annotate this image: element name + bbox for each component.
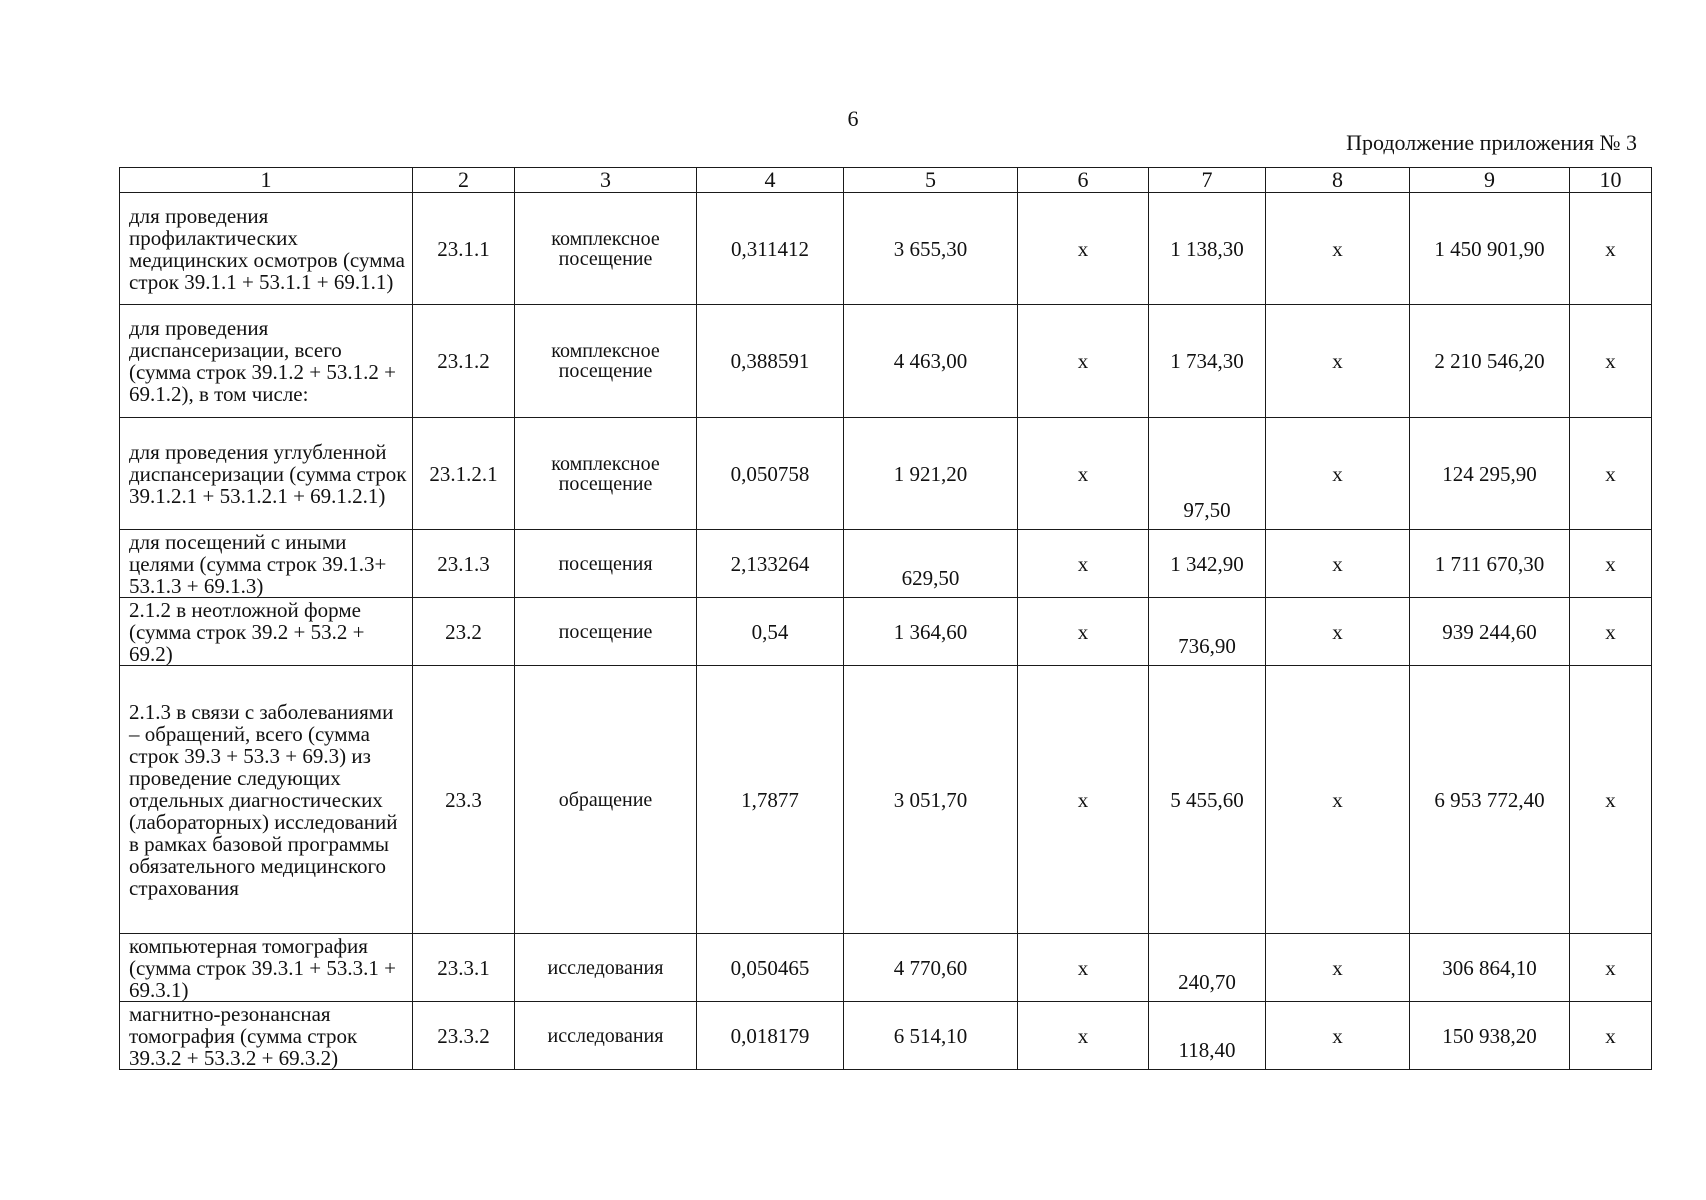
row-name: компьютерная томография (сумма строк 39.3.1 + 53.3.1 + 69.3.1) bbox=[120, 934, 413, 1002]
row-col10: х bbox=[1570, 305, 1652, 418]
row-col4: 2,133264 bbox=[697, 530, 844, 598]
row-name: магнитно-резонансная томография (сумма строк 39.3.2 + 53.3.2 + 69.3.2) bbox=[120, 1002, 413, 1070]
row-col5: 1 921,20 bbox=[844, 418, 1018, 530]
row-col5: 4 463,00 bbox=[844, 305, 1018, 418]
column-header-4: 4 bbox=[697, 168, 844, 193]
row-col10: х bbox=[1570, 934, 1652, 1002]
row-col6: х bbox=[1018, 666, 1149, 934]
row-name: для посещений с иными целями (сумма строк 39.1.3+ 53.1.3 + 69.1.3) bbox=[120, 530, 413, 598]
column-header-7: 7 bbox=[1149, 168, 1266, 193]
column-header-5: 5 bbox=[844, 168, 1018, 193]
row-col8: х bbox=[1266, 666, 1410, 934]
row-code: 23.2 bbox=[413, 598, 515, 666]
row-col8: х bbox=[1266, 598, 1410, 666]
row-col8: х bbox=[1266, 305, 1410, 418]
row-name: для проведения углубленной диспансеризации (сумма строк 39.1.2.1 + 53.1.2.1 + 69.1.2.1) bbox=[120, 418, 413, 530]
row-col4: 0,311412 bbox=[697, 193, 844, 305]
row-col4: 0,050465 bbox=[697, 934, 844, 1002]
row-col6: х bbox=[1018, 193, 1149, 305]
table-row bbox=[120, 530, 1652, 598]
row-col8: х bbox=[1266, 418, 1410, 530]
row-col6: х bbox=[1018, 598, 1149, 666]
row-col5: 4 770,60 bbox=[844, 934, 1018, 1002]
row-col9: 939 244,60 bbox=[1410, 598, 1570, 666]
row-name: для проведения профилактических медицинских осмотров (сумма строк 39.1.1 + 53.1.1 + 69.1.1) bbox=[120, 193, 413, 305]
row-code: 23.1.2 bbox=[413, 305, 515, 418]
table-row bbox=[120, 598, 1652, 666]
row-col9: 1 450 901,90 bbox=[1410, 193, 1570, 305]
row-code: 23.3 bbox=[413, 666, 515, 934]
row-col10: х bbox=[1570, 418, 1652, 530]
row-col10: х bbox=[1570, 1002, 1652, 1070]
row-col9: 150 938,20 bbox=[1410, 1002, 1570, 1070]
table-row bbox=[120, 934, 1652, 1002]
row-col4: 1,7877 bbox=[697, 666, 844, 934]
row-col6: х bbox=[1018, 934, 1149, 1002]
row-col5: 3 051,70 bbox=[844, 666, 1018, 934]
column-header-8: 8 bbox=[1266, 168, 1410, 193]
row-col7: 118,40 bbox=[1149, 1002, 1266, 1070]
row-col4: 0,54 bbox=[697, 598, 844, 666]
table-row bbox=[120, 305, 1652, 418]
data-table bbox=[119, 167, 1652, 1070]
row-col5: 1 364,60 bbox=[844, 598, 1018, 666]
row-col4: 0,018179 bbox=[697, 1002, 844, 1070]
row-unit: комплексное посещение bbox=[515, 305, 697, 418]
row-unit: комплексное посещение bbox=[515, 193, 697, 305]
row-col7: 97,50 bbox=[1149, 418, 1266, 530]
row-unit: посещения bbox=[515, 530, 697, 598]
row-col9: 124 295,90 bbox=[1410, 418, 1570, 530]
row-code: 23.1.1 bbox=[413, 193, 515, 305]
row-unit: комплексное посещение bbox=[515, 418, 697, 530]
row-col6: х bbox=[1018, 305, 1149, 418]
row-code: 23.1.2.1 bbox=[413, 418, 515, 530]
row-unit: исследования bbox=[515, 934, 697, 1002]
row-col9: 306 864,10 bbox=[1410, 934, 1570, 1002]
row-col4: 0,050758 bbox=[697, 418, 844, 530]
row-unit: посещение bbox=[515, 598, 697, 666]
row-col5: 3 655,30 bbox=[844, 193, 1018, 305]
row-col9: 1 711 670,30 bbox=[1410, 530, 1570, 598]
row-col8: х bbox=[1266, 530, 1410, 598]
row-name: 2.1.3 в связи с заболеваниями – обращений, всего (сумма строк 39.3 + 53.3 + 69.3) из проведение следующих отдельных диагностических (лабораторных) исследований в рамках базовой программы обязательного медицинского страхования bbox=[120, 666, 413, 934]
row-name: для проведения диспансеризации, всего (сумма строк 39.1.2 + 53.1.2 + 69.1.2), в том числе: bbox=[120, 305, 413, 418]
row-col4: 0,388591 bbox=[697, 305, 844, 418]
appendix-caption: Продолжение приложения № 3 bbox=[1346, 130, 1637, 155]
column-header-6: 6 bbox=[1018, 168, 1149, 193]
row-col7: 5 455,60 bbox=[1149, 666, 1266, 934]
table-row bbox=[120, 1002, 1652, 1070]
row-code: 23.3.2 bbox=[413, 1002, 515, 1070]
table-row bbox=[120, 418, 1652, 530]
row-col9: 2 210 546,20 bbox=[1410, 305, 1570, 418]
row-col7: 1 138,30 bbox=[1149, 193, 1266, 305]
row-col7: 1 734,30 bbox=[1149, 305, 1266, 418]
header-row bbox=[120, 168, 1652, 193]
column-header-10: 10 bbox=[1570, 168, 1652, 193]
row-col6: х bbox=[1018, 418, 1149, 530]
row-code: 23.1.3 bbox=[413, 530, 515, 598]
row-name: 2.1.2 в неотложной форме (сумма строк 39.2 + 53.2 + 69.2) bbox=[120, 598, 413, 666]
row-col7: 1 342,90 bbox=[1149, 530, 1266, 598]
row-code: 23.3.1 bbox=[413, 934, 515, 1002]
row-col9: 6 953 772,40 bbox=[1410, 666, 1570, 934]
table-row bbox=[120, 193, 1652, 305]
column-header-9: 9 bbox=[1410, 168, 1570, 193]
row-col5: 6 514,10 bbox=[844, 1002, 1018, 1070]
column-header-3: 3 bbox=[515, 168, 697, 193]
row-col7: 240,70 bbox=[1149, 934, 1266, 1002]
page-number: 6 bbox=[847, 106, 859, 131]
table-row bbox=[120, 666, 1652, 934]
row-col8: х bbox=[1266, 193, 1410, 305]
row-col10: х bbox=[1570, 666, 1652, 934]
row-col7: 736,90 bbox=[1149, 598, 1266, 666]
row-col6: х bbox=[1018, 1002, 1149, 1070]
row-col5: 629,50 bbox=[844, 530, 1018, 598]
row-col10: х bbox=[1570, 193, 1652, 305]
row-col8: х bbox=[1266, 1002, 1410, 1070]
row-col6: х bbox=[1018, 530, 1149, 598]
row-col10: х bbox=[1570, 530, 1652, 598]
row-col10: х bbox=[1570, 598, 1652, 666]
row-unit: обращение bbox=[515, 666, 697, 934]
column-header-2: 2 bbox=[413, 168, 515, 193]
row-unit: исследования bbox=[515, 1002, 697, 1070]
column-header-1: 1 bbox=[120, 168, 413, 193]
row-col8: х bbox=[1266, 934, 1410, 1002]
